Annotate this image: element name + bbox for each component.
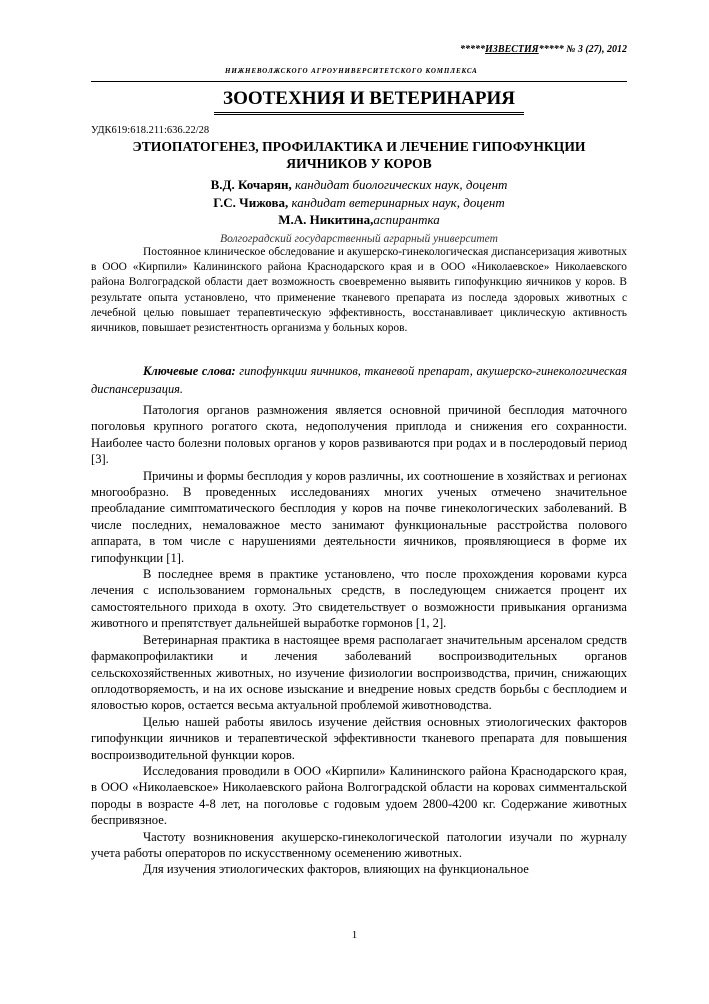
affiliation: Волгоградский государственный аграрный университет <box>220 233 498 245</box>
body-paragraph: В последнее время в практике установлено, что после прохождения коровами курса лечения с использованием гормональных средств, в последующем снижается процент их самостоятельного прихода в охоту. Это свидетельствует о возможности привыкания организма животного и препятствует дальнейшей выработке гормонов [1, 2]. <box>91 567 627 631</box>
author-line <box>100 176 618 194</box>
journal-prefix: ***** <box>460 44 486 55</box>
author-name: В.Д. Кочарян, <box>210 177 292 192</box>
abstract <box>91 245 627 336</box>
journal-complex: НИЖНЕВОЛЖСКОГО АГРОУНИВЕРСИТЕТСКОГО КОМПЛЕКСА <box>225 67 478 75</box>
article-title-line-2: ЯИЧНИКОВ У КОРОВ <box>286 156 432 171</box>
section-title: ЗООТЕХНИЯ И ВЕТЕРИНАРИЯ <box>214 88 524 115</box>
body-paragraph: Патология органов размножения является основной причиной бесплодия маточного поголовья крупного рогатого скота, недополучения приплода и снижения его сохранности. Наиболее часто болезни половых органов у коров развиваются при родах и в послеродовый период [3]. <box>91 403 627 467</box>
body-paragraph: Для изучения этиологических факторов, влияющих на функциональное <box>143 862 529 877</box>
journal-suffix: ***** № 3 (27), 2012 <box>538 44 627 55</box>
keywords-label: Ключевые слова: <box>143 364 236 378</box>
page-number: 1 <box>351 929 358 941</box>
body-paragraph: Целью нашей работы явилось изучение действия основных этиологических факторов гипофункции яичников и терапевтической эффективности тканевого препарата для повышения воспроизводительной функции коров. <box>91 714 627 762</box>
body-paragraph: Исследования проводили в ООО «Кирпили» Калининского района Краснодарского края, в ООО «Николаевское» Николаевского района Волгоградской области на коровах симментальской породы в возрасте 4-8 лет, на поголовье с годовым удоем 2800-4200 кг. Содержание животных беспривязное. <box>91 763 627 828</box>
keywords-text: гипофункции яичников, тканевой препарат, акушерско-гинекологическая диспансеризация. <box>91 364 627 396</box>
author-name: Г.С. Чижова, <box>213 194 289 210</box>
header-rule <box>91 81 627 82</box>
article-title-line-1: ЭТИОПАТОГЕНЕЗ, ПРОФИЛАКТИКА И ЛЕЧЕНИЕ ГИПОФУНКЦИИ <box>132 139 586 154</box>
article-title <box>100 138 618 172</box>
author-list <box>100 176 618 229</box>
author-degree: аспирантка <box>373 212 440 227</box>
journal-name: ИЗВЕСТИЯ <box>485 44 539 55</box>
author-line <box>100 194 618 212</box>
author-name: М.А. Никитина, <box>278 212 374 227</box>
body-paragraph: Ветеринарная практика в настоящее время располагает значительным арсеналом средств фармакопрофилактики и лечения заболеваний воспроизводительных органов сельскохозяйственных животных, но изучение физиологии воспроизводства, причин, снижающих оплодотворяемость, и на их основе изыскание и внедрение новых средств борьбы с бесплодием и яловостью коров, остается весьма актуальной проблемой животноводства. <box>91 632 627 713</box>
udk-code: УДК619:618.211:636.22/28 <box>91 125 210 136</box>
keywords <box>91 362 627 398</box>
article-body <box>91 402 627 878</box>
body-paragraph: Причины и формы бесплодия у коров различны, их соотношение в хозяйствах и регионах многообразно. В проведенных исследованиях многих ученых отмечено значительное преобладание симптоматического бесплодия у коров на почве гинекологических заболеваний. В числе последних, немаловажное место занимают функциональные расстройства полового аппарата, в том числе с нарушениями деятельности яичников, проявляющиеся в форме их гипофункции [1]. <box>91 468 627 565</box>
journal-header <box>460 44 627 55</box>
author-line <box>100 211 618 229</box>
author-degree: кандидат биологических наук, доцент <box>294 177 508 192</box>
body-paragraph: Частоту возникновения акушерско-гинекологической патологии изучали по журналу учета работы операторов по искусственному осеменению животных. <box>91 829 627 860</box>
author-degree: кандидат ветеринарных наук, доцент <box>291 194 505 210</box>
abstract-text: Постоянное клиническое обследование и акушерско-гинекологическая диспансеризация животных в ООО «Кирпили» Калининского района Краснодарского края и в ООО «Николаевское» Николаевского района Волгоградской области дает возможность своевременно выявить гипофункцию яичников у коров. В результате опыта установлено, что применение тканевого препарата из последа здоровых животных с лечебной целью повышает терапевтическую эффективность, восстанавливает циклическую активность яичников, повышает резистентность организма у больных коров. <box>91 246 627 335</box>
